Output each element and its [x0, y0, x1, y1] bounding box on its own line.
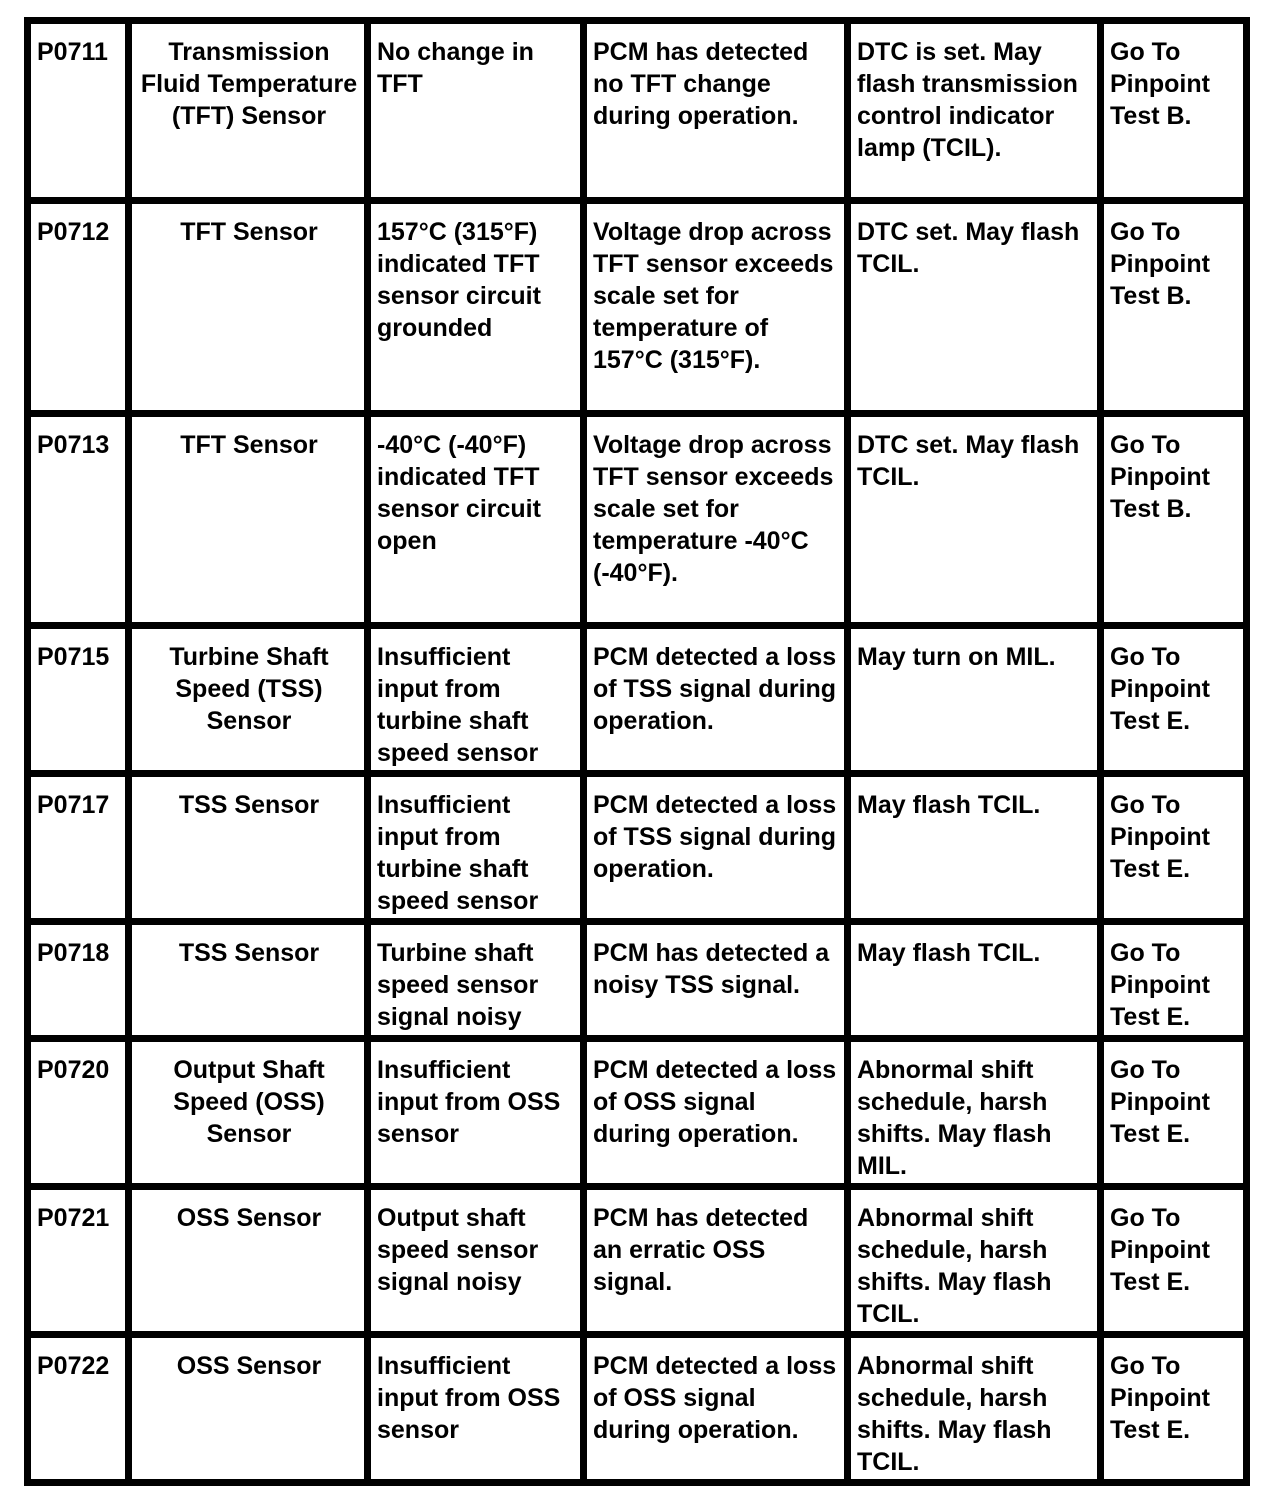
- description: PCM has detected a noisy TSS signal.: [587, 925, 851, 1042]
- dtc-code: P0720: [31, 1042, 132, 1190]
- condition: -40°C (-40°F) indicated TFT sensor circuit open: [371, 417, 587, 629]
- dtc-table: [24, 17, 1250, 1486]
- table-row: [31, 925, 1250, 1042]
- table-row: [31, 24, 1250, 204]
- dtc-code: P0713: [31, 417, 132, 629]
- symptom: Abnormal shift schedule, harsh shifts. May flash TCIL.: [851, 1338, 1104, 1486]
- action: Go To Pinpoint Test B.: [1104, 417, 1250, 629]
- symptom: DTC is set. May flash transmission control indicator lamp (TCIL).: [851, 24, 1104, 204]
- description: PCM has detected an erratic OSS signal.: [587, 1190, 851, 1338]
- component: Output Shaft Speed (OSS) Sensor: [132, 1042, 371, 1190]
- table-row: [31, 1338, 1250, 1486]
- symptom: Abnormal shift schedule, harsh shifts. May flash TCIL.: [851, 1190, 1104, 1338]
- description: Voltage drop across TFT sensor exceeds scale set for temperature -40°C (-40°F).: [587, 417, 851, 629]
- component: TSS Sensor: [132, 925, 371, 1042]
- action: Go To Pinpoint Test E.: [1104, 1338, 1250, 1486]
- component: OSS Sensor: [132, 1338, 371, 1486]
- dtc-code: P0712: [31, 204, 132, 417]
- component: OSS Sensor: [132, 1190, 371, 1338]
- dtc-code: P0721: [31, 1190, 132, 1338]
- dtc-code: P0717: [31, 777, 132, 925]
- table-row: [31, 777, 1250, 925]
- table-row: [31, 629, 1250, 777]
- component: TSS Sensor: [132, 777, 371, 925]
- action: Go To Pinpoint Test B.: [1104, 204, 1250, 417]
- condition: 157°C (315°F) indicated TFT sensor circuit grounded: [371, 204, 587, 417]
- description: Voltage drop across TFT sensor exceeds scale set for temperature of 157°C (315°F).: [587, 204, 851, 417]
- table-row: [31, 1190, 1250, 1338]
- symptom: May turn on MIL.: [851, 629, 1104, 777]
- component: Transmission Fluid Temperature (TFT) Sensor: [132, 24, 371, 204]
- component: TFT Sensor: [132, 204, 371, 417]
- description: PCM detected a loss of TSS signal during operation.: [587, 629, 851, 777]
- symptom: DTC set. May flash TCIL.: [851, 204, 1104, 417]
- condition: Turbine shaft speed sensor signal noisy: [371, 925, 587, 1042]
- action: Go To Pinpoint Test E.: [1104, 629, 1250, 777]
- dtc-code: P0722: [31, 1338, 132, 1486]
- description: PCM detected a loss of OSS signal during operation.: [587, 1042, 851, 1190]
- symptom: DTC set. May flash TCIL.: [851, 417, 1104, 629]
- condition: Output shaft speed sensor signal noisy: [371, 1190, 587, 1338]
- action: Go To Pinpoint Test E.: [1104, 925, 1250, 1042]
- condition: Insufficient input from turbine shaft speed sensor: [371, 777, 587, 925]
- condition: Insufficient input from OSS sensor: [371, 1042, 587, 1190]
- component: TFT Sensor: [132, 417, 371, 629]
- dtc-code: P0718: [31, 925, 132, 1042]
- dtc-code: P0715: [31, 629, 132, 777]
- description: PCM detected a loss of TSS signal during operation.: [587, 777, 851, 925]
- table-row: [31, 417, 1250, 629]
- dtc-code: P0711: [31, 24, 132, 204]
- action: Go To Pinpoint Test B.: [1104, 24, 1250, 204]
- description: PCM has detected no TFT change during operation.: [587, 24, 851, 204]
- condition: No change in TFT: [371, 24, 587, 204]
- symptom: Abnormal shift schedule, harsh shifts. May flash MIL.: [851, 1042, 1104, 1190]
- condition: Insufficient input from OSS sensor: [371, 1338, 587, 1486]
- action: Go To Pinpoint Test E.: [1104, 777, 1250, 925]
- component: Turbine Shaft Speed (TSS) Sensor: [132, 629, 371, 777]
- condition: Insufficient input from turbine shaft speed sensor: [371, 629, 587, 777]
- symptom: May flash TCIL.: [851, 777, 1104, 925]
- symptom: May flash TCIL.: [851, 925, 1104, 1042]
- action: Go To Pinpoint Test E.: [1104, 1042, 1250, 1190]
- table-row: [31, 1042, 1250, 1190]
- table-row: [31, 204, 1250, 417]
- action: Go To Pinpoint Test E.: [1104, 1190, 1250, 1338]
- description: PCM detected a loss of OSS signal during operation.: [587, 1338, 851, 1486]
